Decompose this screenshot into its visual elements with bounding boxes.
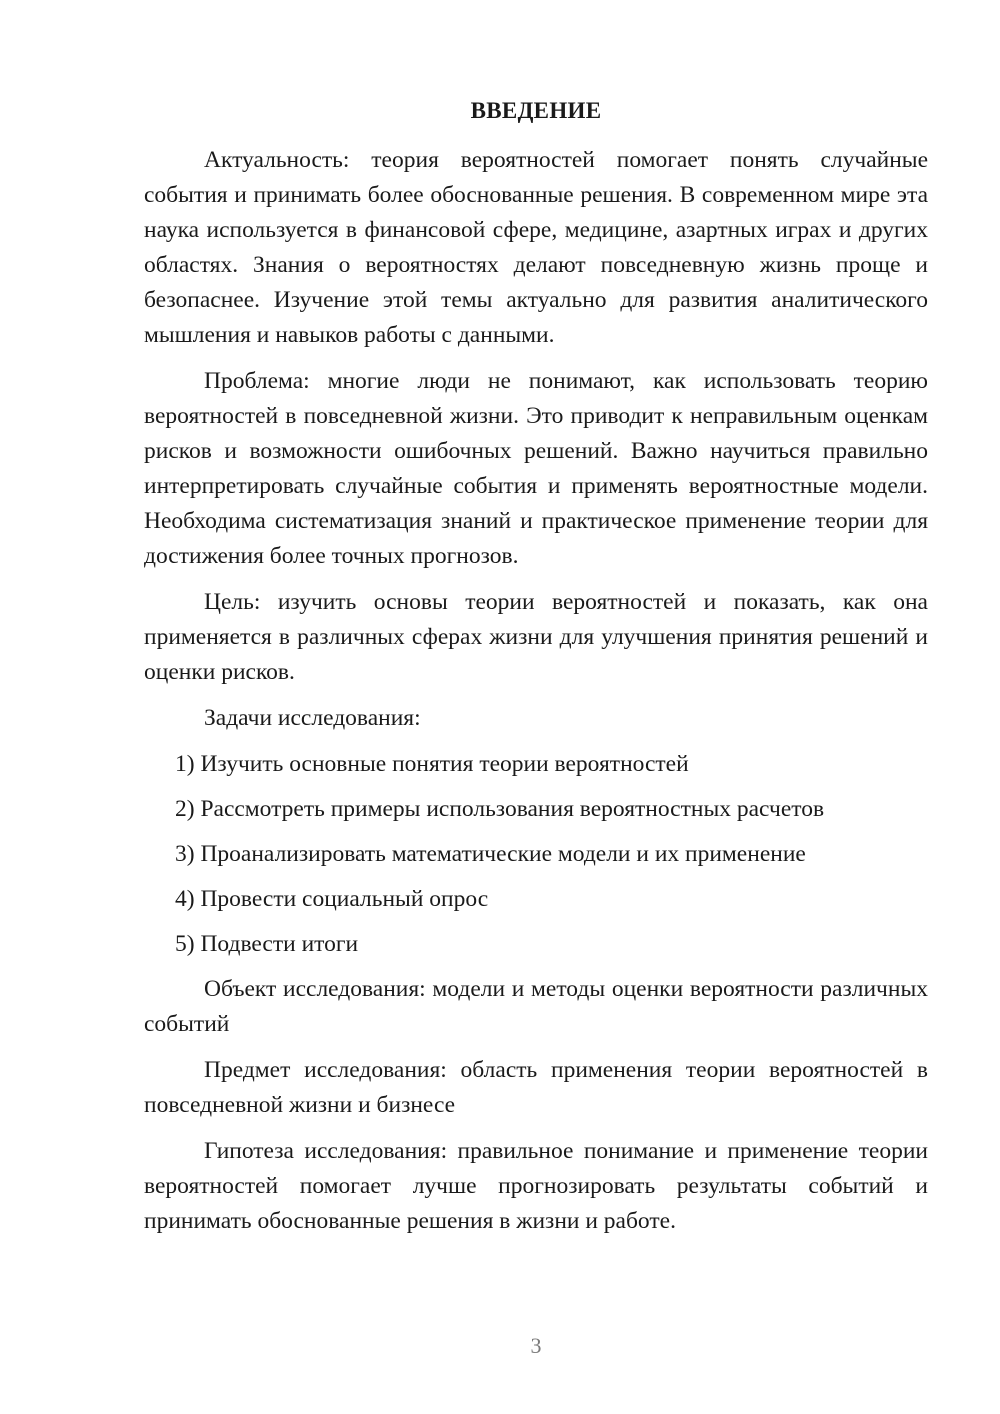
task-item-1: 1) Изучить основные понятия теории вероятностей: [175, 751, 689, 777]
paragraph-object: Объект исследования: модели и методы оценки вероятности различных событий: [144, 976, 928, 1037]
paragraph-hypothesis: Гипотеза исследования: правильное понимание и применение теории вероятностей помогает лучше прогнозировать результаты событий и принимать обоснованные решения в жизни и работе.: [144, 1138, 928, 1234]
task-item-4: 4) Провести социальный опрос: [175, 886, 489, 912]
page-number: 3: [530, 1333, 542, 1358]
page-title: ВВЕДЕНИЕ: [470, 98, 602, 123]
paragraph-problem: Проблема: многие люди не понимают, как использовать теорию вероятностей в повседневной жизни. Это приводит к неправильным оценкам рисков и возможности ошибочных решений. Важно научиться правильно интерпретировать случайные события и применять вероятностные модели. Необходима систематизация знаний и практическое применение теории для достижения более точных прогнозов.: [144, 368, 928, 569]
task-item-2: 2) Рассмотреть примеры использования вероятностных расчетов: [175, 796, 825, 822]
task-item-3: 3) Проанализировать математические модели и их применение: [175, 841, 806, 867]
document-body: [144, 143, 928, 1250]
paragraph-subject: Предмет исследования: область применения теории вероятностей в повседневной жизни и бизнесе: [144, 1057, 928, 1118]
paragraph-relevance: Актуальность: теория вероятностей помогает понять случайные события и принимать более обоснованные решения. В современном мире эта наука используется в финансовой сфере, медицине, азартных играх и других областях. Знания о вероятностях делают повседневную жизнь проще и безопаснее. Изучение этой темы актуально для развития аналитического мышления и навыков работы с данными.: [144, 147, 928, 348]
paragraph-goal: Цель: изучить основы теории вероятностей и показать, как она применяется в различных сферах жизни для улучшения принятия решений и оценки рисков.: [144, 589, 928, 685]
task-item-5: 5) Подвести итоги: [175, 931, 359, 957]
tasks-heading: Задачи исследования:: [204, 705, 421, 731]
